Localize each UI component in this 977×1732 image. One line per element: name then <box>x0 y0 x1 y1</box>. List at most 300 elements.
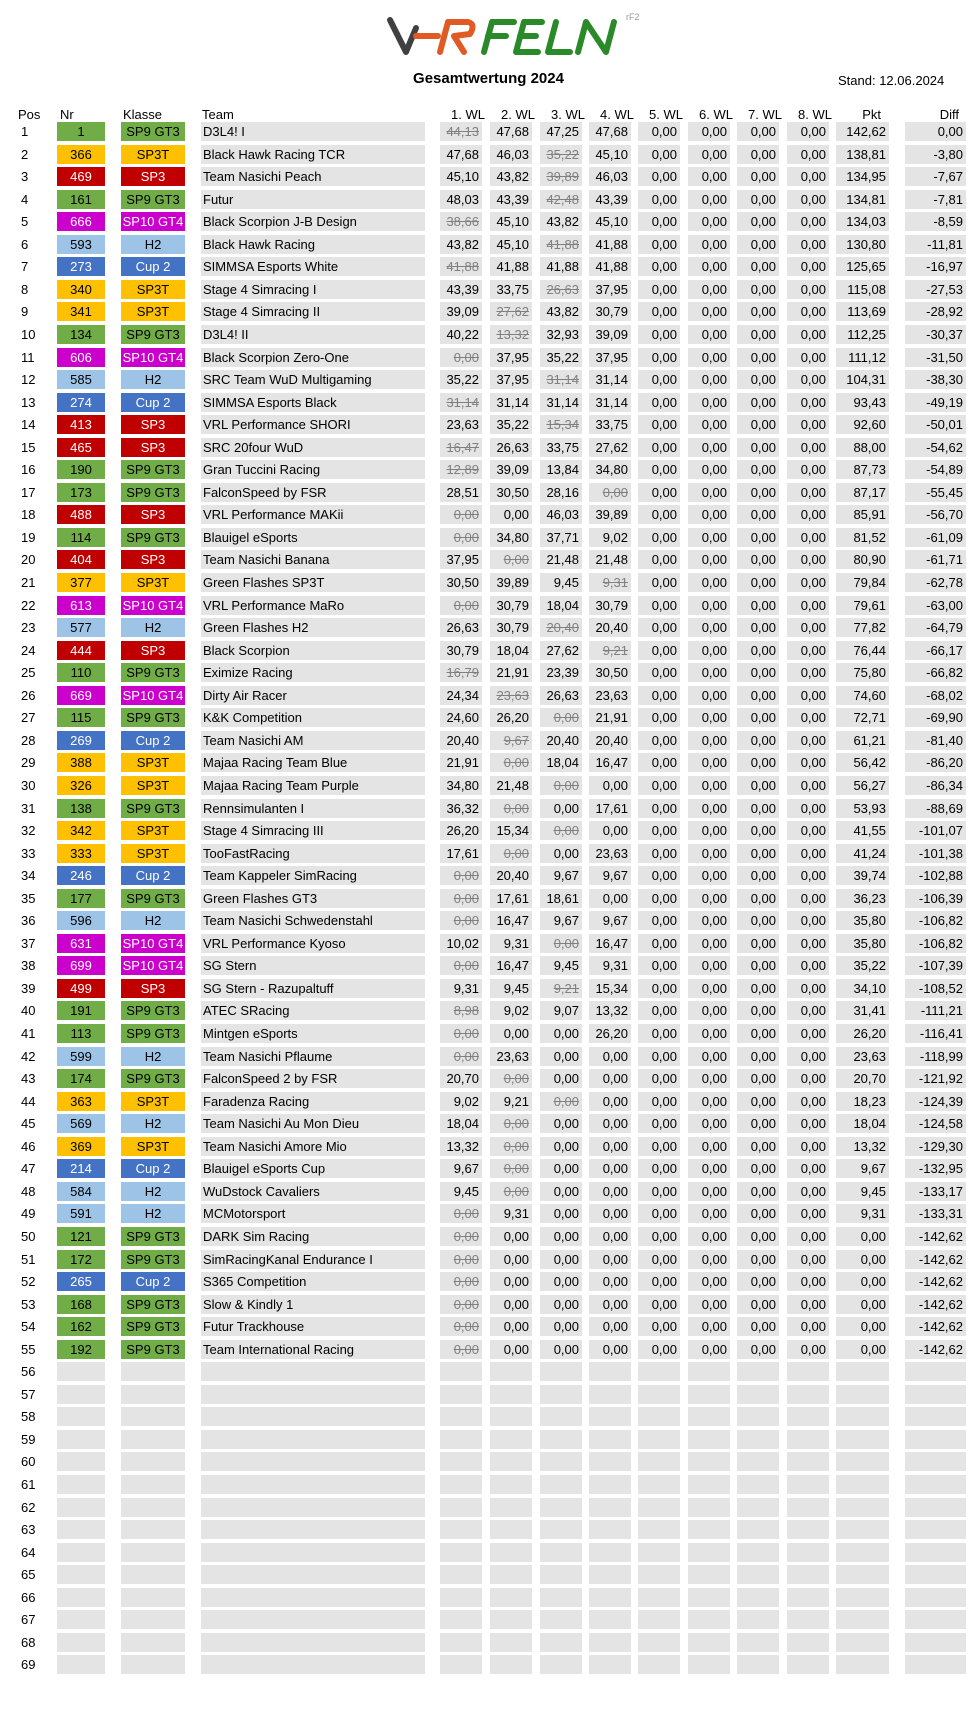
team-cell: Team Nasichi Amore Mio <box>201 1137 425 1156</box>
wl-cell: 0,00 <box>440 1295 482 1314</box>
wl-cell <box>688 1610 730 1629</box>
wl-cell: 0,00 <box>540 821 582 840</box>
wl-cell: 18,61 <box>540 889 582 908</box>
pos-cell: 7 <box>21 259 29 275</box>
wl-cell <box>589 1498 631 1517</box>
col-header-diff: Diff <box>939 107 959 122</box>
wl-cell: 0,00 <box>638 821 680 840</box>
team-cell: Team Nasichi AM <box>201 731 425 750</box>
team-cell: Team Nasichi Peach <box>201 167 425 186</box>
wl-cell: 0,00 <box>589 1182 631 1201</box>
table-row <box>0 730 977 753</box>
wl-cell: 0,00 <box>787 370 829 389</box>
wl-cell: 0,00 <box>787 190 829 209</box>
points-cell: 0,00 <box>836 1272 889 1291</box>
class-badge: SP10 GT4 <box>122 687 184 703</box>
class-badge: SP9 GT3 <box>121 190 185 209</box>
wl-cell: 0,00 <box>787 1001 829 1020</box>
wl-cell <box>589 1452 631 1471</box>
points-cell: 87,73 <box>836 460 889 479</box>
team-cell: Stage 4 Simracing III <box>201 821 425 840</box>
wl-cell: 0,00 <box>490 1317 532 1336</box>
wl-cell: 37,95 <box>589 280 631 299</box>
points-cell <box>836 1407 889 1426</box>
wl-cell: 23,63 <box>589 844 631 863</box>
pos-cell: 37 <box>21 935 36 951</box>
wl-cell: 20,40 <box>540 618 582 637</box>
diff-cell: -61,09 <box>905 528 966 547</box>
wl-cell <box>638 1362 680 1381</box>
wl-cell: 37,95 <box>490 370 532 389</box>
wl-cell: 0,00 <box>737 325 779 344</box>
wl-cell: 0,00 <box>737 708 779 727</box>
wl-cell: 0,00 <box>638 1047 680 1066</box>
wl-cell: 9,45 <box>540 573 582 592</box>
wl-cell: 45,10 <box>589 145 631 164</box>
wl-cell: 0,00 <box>589 821 631 840</box>
team-cell: SRC 20four WuD <box>201 438 425 457</box>
wl-cell: 0,00 <box>540 1114 582 1133</box>
wl-cell: 0,00 <box>440 1272 482 1291</box>
diff-cell <box>905 1362 966 1381</box>
wl-cell: 0,00 <box>440 911 482 930</box>
pos-cell: 62 <box>21 1499 36 1515</box>
points-cell: 0,00 <box>836 1317 889 1336</box>
nr-cell: 569 <box>57 1114 105 1133</box>
wl-cell: 43,39 <box>440 280 482 299</box>
wl-cell <box>490 1452 532 1471</box>
wl-cell: 0,00 <box>440 1024 482 1043</box>
wl-cell: 20,40 <box>540 731 582 750</box>
nr-cell: 174 <box>57 1069 105 1088</box>
wl-cell <box>638 1498 680 1517</box>
points-cell <box>836 1633 889 1652</box>
class-badge: SP3T <box>121 1137 185 1156</box>
diff-cell: -56,70 <box>905 505 966 524</box>
wl-cell: 0,00 <box>787 731 829 750</box>
wl-cell: 43,82 <box>540 212 582 231</box>
points-cell: 56,27 <box>836 776 889 795</box>
wl-cell: 0,00 <box>737 1250 779 1269</box>
wl-cell <box>688 1475 730 1494</box>
class-badge: SP9 GT3 <box>121 1295 185 1314</box>
wl-cell: 0,00 <box>688 550 730 569</box>
points-cell: 134,03 <box>836 212 889 231</box>
wl-cell: 0,00 <box>589 1092 631 1111</box>
wl-cell: 9,31 <box>440 979 482 998</box>
wl-cell: 33,75 <box>490 280 532 299</box>
points-cell: 113,69 <box>836 302 889 321</box>
class-badge: SP3T <box>121 1092 185 1111</box>
diff-cell <box>905 1610 966 1629</box>
wl-cell: 0,00 <box>638 596 680 615</box>
wl-cell <box>440 1610 482 1629</box>
diff-cell: -88,69 <box>905 799 966 818</box>
wl-cell: 0,00 <box>440 1340 482 1359</box>
wl-cell: 0,00 <box>787 505 829 524</box>
team-cell: Black Hawk Racing <box>201 235 425 254</box>
wl-cell: 0,00 <box>737 1092 779 1111</box>
wl-cell <box>737 1407 779 1426</box>
wl-cell: 0,00 <box>688 190 730 209</box>
wl-cell <box>787 1498 829 1517</box>
nr-cell: 388 <box>57 753 105 772</box>
col-header-wl4: 4. WL <box>600 107 634 122</box>
team-cell: Team Nasichi Schwedenstahl <box>201 911 425 930</box>
wl-cell <box>440 1520 482 1539</box>
wl-cell <box>737 1430 779 1449</box>
table-row <box>0 482 977 505</box>
pos-cell: 56 <box>21 1364 36 1380</box>
table-row <box>0 392 977 415</box>
wl-cell: 0,00 <box>688 911 730 930</box>
wl-cell: 0,00 <box>737 573 779 592</box>
points-cell: 115,08 <box>836 280 889 299</box>
team-cell: SG Stern <box>201 956 425 975</box>
diff-cell <box>905 1498 966 1517</box>
diff-cell: -133,31 <box>905 1204 966 1223</box>
wl-cell: 0,00 <box>638 460 680 479</box>
nr-cell: 369 <box>57 1137 105 1156</box>
wl-cell: 41,88 <box>589 235 631 254</box>
wl-cell: 0,00 <box>688 934 730 953</box>
nr-cell: 341 <box>57 302 105 321</box>
wl-cell <box>490 1565 532 1584</box>
wl-cell: 0,00 <box>688 596 730 615</box>
class-badge: SP3T <box>121 145 185 164</box>
wl-cell: 0,00 <box>638 1317 680 1336</box>
wl-cell <box>490 1475 532 1494</box>
team-cell: Mintgen eSports <box>201 1024 425 1043</box>
wl-cell <box>737 1610 779 1629</box>
wl-cell: 0,00 <box>440 528 482 547</box>
wl-cell: 0,00 <box>490 550 532 569</box>
table-row <box>0 1339 977 1362</box>
wl-cell: 0,00 <box>490 753 532 772</box>
class-badge: SP10 GT4 <box>122 349 184 365</box>
pos-cell: 31 <box>21 800 36 816</box>
wl-cell: 0,00 <box>589 1159 631 1178</box>
wl-cell: 0,00 <box>787 934 829 953</box>
wl-cell: 0,00 <box>737 1159 779 1178</box>
wl-cell: 17,61 <box>490 889 532 908</box>
wl-cell: 0,00 <box>589 1047 631 1066</box>
wl-cell: 9,45 <box>490 979 532 998</box>
team-cell: FalconSpeed by FSR <box>201 483 425 502</box>
wl-cell <box>638 1633 680 1652</box>
table-row <box>0 1249 977 1272</box>
table-row <box>0 685 977 708</box>
wl-cell: 0,00 <box>688 505 730 524</box>
wl-cell: 0,00 <box>787 167 829 186</box>
nr-cell: 172 <box>57 1250 105 1269</box>
diff-cell: -49,19 <box>905 393 966 412</box>
class-badge: SP9 GT3 <box>121 889 185 908</box>
team-cell: DARK Sim Racing <box>201 1227 425 1246</box>
wl-cell: 0,00 <box>638 573 680 592</box>
pos-cell: 41 <box>21 1026 36 1041</box>
wl-cell: 35,22 <box>490 415 532 434</box>
wl-cell: 21,48 <box>589 550 631 569</box>
diff-cell: -50,01 <box>905 415 966 434</box>
class-badge: SP10 GT4 <box>122 214 184 230</box>
wl-cell: 45,10 <box>440 167 482 186</box>
wl-cell: 0,00 <box>688 866 730 885</box>
wl-cell: 0,00 <box>737 235 779 254</box>
team-cell: Gran Tuccini Racing <box>201 460 425 479</box>
wl-cell: 0,00 <box>737 1182 779 1201</box>
diff-cell: -106,82 <box>905 911 966 930</box>
wl-cell: 28,16 <box>540 483 582 502</box>
wl-cell: 15,34 <box>490 821 532 840</box>
class-badge: SP3 <box>121 641 185 660</box>
diff-cell: 0,00 <box>905 122 966 141</box>
pos-cell: 68 <box>21 1634 36 1650</box>
col-header-wl7: 7. WL <box>748 107 782 122</box>
wl-cell: 26,63 <box>440 618 482 637</box>
team-cell: Majaa Racing Team Purple <box>201 776 425 795</box>
wl-cell: 0,00 <box>688 618 730 637</box>
pos-cell: 53 <box>21 1296 36 1312</box>
wl-cell: 0,00 <box>688 1069 730 1088</box>
class-badge: SP9 GT3 <box>121 460 185 479</box>
wl-cell: 34,80 <box>589 460 631 479</box>
wl-cell: 0,00 <box>688 1272 730 1291</box>
points-cell <box>836 1588 889 1607</box>
nr-cell: 110 <box>57 663 105 682</box>
wl-cell <box>490 1633 532 1652</box>
wl-cell: 0,00 <box>787 776 829 795</box>
nr-cell: 138 <box>57 799 105 818</box>
points-cell <box>836 1655 889 1674</box>
points-cell <box>836 1610 889 1629</box>
wl-cell: 0,00 <box>737 866 779 885</box>
pos-cell: 28 <box>21 732 36 748</box>
class-badge: Cup 2 <box>121 1159 185 1178</box>
wl-cell: 0,00 <box>737 889 779 908</box>
wl-cell: 31,14 <box>440 393 482 412</box>
wl-cell: 26,20 <box>589 1024 631 1043</box>
pos-cell: 61 <box>21 1477 36 1492</box>
empty-row <box>0 1429 977 1452</box>
nr-cell: 404 <box>57 550 105 569</box>
table-row <box>0 707 977 730</box>
points-cell: 76,44 <box>836 641 889 660</box>
wl-cell: 0,00 <box>540 1204 582 1223</box>
wl-cell: 0,00 <box>638 889 680 908</box>
diff-cell <box>905 1475 966 1494</box>
wl-cell: 0,00 <box>737 280 779 299</box>
wl-cell: 0,00 <box>638 122 680 141</box>
pos-cell: 57 <box>21 1386 36 1402</box>
wl-cell <box>688 1520 730 1539</box>
wl-cell: 0,00 <box>540 776 582 795</box>
diff-cell: -3,80 <box>905 145 966 164</box>
nr-cell <box>57 1452 105 1471</box>
wl-cell: 0,00 <box>737 1114 779 1133</box>
wl-cell: 23,63 <box>589 686 631 705</box>
nr-cell: 177 <box>57 889 105 908</box>
class-badge: Cup 2 <box>121 393 185 412</box>
wl-cell <box>787 1452 829 1471</box>
team-cell: SIMMSA Esports Black <box>201 393 425 412</box>
wl-cell: 42,48 <box>540 190 582 209</box>
wl-cell: 0,00 <box>490 1227 532 1246</box>
wl-cell: 13,84 <box>540 460 582 479</box>
team-cell: Blauigel eSports Cup <box>201 1159 425 1178</box>
nr-cell: 333 <box>57 844 105 863</box>
diff-cell <box>905 1588 966 1607</box>
wl-cell: 47,25 <box>540 122 582 141</box>
team-cell: Slow & Kindly 1 <box>201 1295 425 1314</box>
wl-cell <box>737 1543 779 1562</box>
diff-cell <box>905 1520 966 1539</box>
wl-cell: 23,63 <box>490 686 532 705</box>
wl-cell: 9,31 <box>589 956 631 975</box>
pos-cell: 48 <box>21 1183 36 1199</box>
wl-cell: 0,00 <box>787 866 829 885</box>
table-row <box>0 279 977 302</box>
nr-cell <box>57 1543 105 1562</box>
wl-cell: 9,21 <box>540 979 582 998</box>
wl-cell: 0,00 <box>688 1295 730 1314</box>
class-badge: SP9 GT3 <box>121 1069 185 1088</box>
wl-cell: 15,34 <box>540 415 582 434</box>
diff-cell: -54,62 <box>905 438 966 457</box>
nr-cell <box>57 1610 105 1629</box>
wl-cell: 0,00 <box>688 528 730 547</box>
points-cell <box>836 1520 889 1539</box>
nr-cell: 114 <box>57 528 105 547</box>
points-cell: 112,25 <box>836 325 889 344</box>
wl-cell: 0,00 <box>737 415 779 434</box>
wl-cell: 16,47 <box>490 956 532 975</box>
table-row <box>0 1203 977 1226</box>
class-badge: SP9 GT3 <box>121 1250 185 1269</box>
wl-cell: 0,00 <box>638 438 680 457</box>
wl-cell: 20,40 <box>589 731 631 750</box>
points-cell: 0,00 <box>836 1250 889 1269</box>
wl-cell: 0,00 <box>787 596 829 615</box>
wl-cell: 0,00 <box>787 1182 829 1201</box>
col-header-pkt: Pkt <box>862 107 881 122</box>
pos-cell: 47 <box>21 1161 36 1177</box>
team-cell: Faradenza Racing <box>201 1092 425 1111</box>
nr-cell: 593 <box>57 235 105 254</box>
wl-cell: 0,00 <box>787 483 829 502</box>
wl-cell: 0,00 <box>638 1227 680 1246</box>
class-badge: SP3T <box>121 573 185 592</box>
wl-cell <box>589 1362 631 1381</box>
team-cell <box>201 1588 425 1607</box>
wl-cell: 41,88 <box>490 257 532 276</box>
wl-cell: 0,00 <box>688 1317 730 1336</box>
table-row <box>0 662 977 685</box>
table-row <box>0 549 977 572</box>
diff-cell: -111,21 <box>905 1001 966 1020</box>
wl-cell <box>490 1407 532 1426</box>
wl-cell: 0,00 <box>540 1137 582 1156</box>
diff-cell: -142,62 <box>905 1340 966 1359</box>
nr-cell: 161 <box>57 190 105 209</box>
wl-cell: 26,63 <box>540 686 582 705</box>
wl-cell: 9,45 <box>440 1182 482 1201</box>
wl-cell <box>440 1633 482 1652</box>
team-cell: FalconSpeed 2 by FSR <box>201 1069 425 1088</box>
points-cell: 13,32 <box>836 1137 889 1156</box>
wl-cell: 20,40 <box>440 731 482 750</box>
class-badge: SP3 <box>121 438 185 457</box>
wl-cell <box>589 1520 631 1539</box>
wl-cell: 0,00 <box>688 1114 730 1133</box>
points-cell: 0,00 <box>836 1295 889 1314</box>
wl-cell: 13,32 <box>589 1001 631 1020</box>
wl-cell: 0,00 <box>638 302 680 321</box>
wl-cell <box>589 1610 631 1629</box>
wl-cell: 0,00 <box>737 483 779 502</box>
class-badge <box>121 1452 185 1471</box>
team-cell: SimRacingKanal Endurance I <box>201 1250 425 1269</box>
wl-cell: 0,00 <box>688 1182 730 1201</box>
pos-cell: 42 <box>21 1048 36 1064</box>
wl-cell: 0,00 <box>589 1114 631 1133</box>
team-cell <box>201 1385 425 1404</box>
pos-cell: 20 <box>21 552 36 568</box>
wl-cell: 0,00 <box>440 1204 482 1223</box>
nr-cell: 214 <box>57 1159 105 1178</box>
class-badge: SP9 GT3 <box>121 528 185 547</box>
wl-cell: 15,34 <box>589 979 631 998</box>
wl-cell: 0,00 <box>589 1227 631 1246</box>
team-cell: Black Hawk Racing TCR <box>201 145 425 164</box>
wl-cell: 0,00 <box>688 348 730 367</box>
nr-cell <box>57 1475 105 1494</box>
table-row <box>0 301 977 324</box>
points-cell: 34,10 <box>836 979 889 998</box>
wl-cell: 0,00 <box>737 911 779 930</box>
pos-cell: 60 <box>21 1454 36 1470</box>
wl-cell: 0,00 <box>440 866 482 885</box>
wl-cell: 0,00 <box>540 1340 582 1359</box>
wl-cell: 0,00 <box>737 1340 779 1359</box>
table-row <box>0 775 977 798</box>
wl-cell: 0,00 <box>638 348 680 367</box>
wl-cell: 0,00 <box>787 1317 829 1336</box>
wl-cell: 0,00 <box>688 1340 730 1359</box>
wl-cell: 0,00 <box>540 844 582 863</box>
wl-cell: 0,00 <box>737 1204 779 1223</box>
team-cell <box>201 1543 425 1562</box>
wl-cell: 43,82 <box>490 167 532 186</box>
wl-cell: 0,00 <box>787 1092 829 1111</box>
wl-cell: 0,00 <box>490 844 532 863</box>
wl-cell <box>787 1543 829 1562</box>
wl-cell <box>440 1565 482 1584</box>
points-cell: 35,80 <box>836 934 889 953</box>
wl-cell: 0,00 <box>737 1227 779 1246</box>
points-cell: 85,91 <box>836 505 889 524</box>
team-cell: Rennsimulanten I <box>201 799 425 818</box>
wl-cell: 0,00 <box>688 415 730 434</box>
empty-row <box>0 1609 977 1632</box>
wl-cell: 0,00 <box>540 1024 582 1043</box>
wl-cell: 16,47 <box>490 911 532 930</box>
wl-cell <box>787 1520 829 1539</box>
diff-cell: -38,30 <box>905 370 966 389</box>
team-cell: Team Nasichi Banana <box>201 550 425 569</box>
wl-cell: 0,00 <box>688 753 730 772</box>
wl-cell: 0,00 <box>737 618 779 637</box>
